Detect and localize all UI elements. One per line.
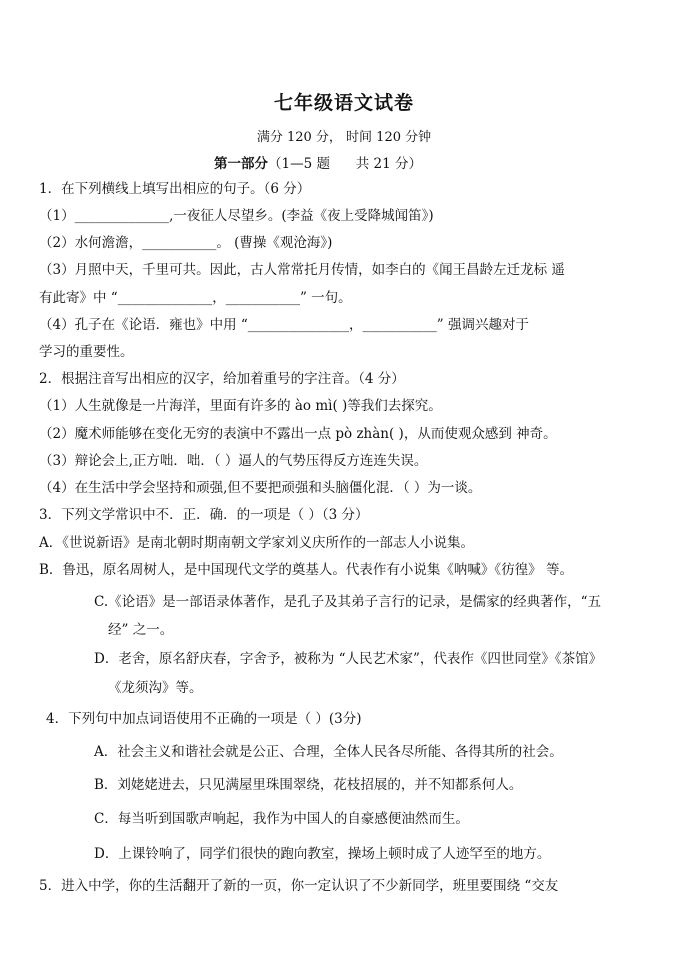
question-2-item-2: （2）魔术师能够在变化无穷的表演中不露出一点 pò zhàn( )，从而使观众感到 神奇。 [39,426,557,442]
question-2-item-3: （3）辩论会上,正方咄．咄．（ ）逼人的气势压得反方连连失误。 [39,453,428,469]
question-1-item-3: （3）月照中天，千里可共。因此，古人常常托月传情，如李白的《闻王昌龄左迁龙标 遥 [39,262,565,278]
question-4-option-a: A．社会主义和谐社会就是公正、合理，全体人民各尽所能、各得其所的社会。 [94,744,563,760]
question-3-option-c-cont: 经” 之一。 [108,622,174,638]
part-range: （1—5 题 共 21 分） [268,156,422,172]
question-3-option-a: A．《世说新语》是南北朝时期南朝文学家刘义庆所作的一部志人小说集。 [39,535,474,551]
exam-subtitle: 满分 120 分， 时间 120 分钟 [256,130,432,145]
question-5-stem: 5．进入中学，你的生活翻开了新的一页，你一定认识了不少新同学，班里要围绕 “交友 [39,878,559,894]
question-1-item-2: （2）水何澹澹，___________。 (曹操《观沧海》) [39,235,333,251]
exam-title: 七年级语文试卷 [273,92,414,114]
part-heading [214,152,422,172]
question-1-item-4-cont: 学习的重要性。 [39,344,134,360]
question-4-option-d: D．上课铃响了，同学们很快的跑向教室，操场上顿时成了人迹罕至的地方。 [94,846,551,862]
question-3-option-b: B．鲁迅，原名周树人，是中国现代文学的奠基人。代表作有小说集《呐喊》《彷徨》 等。 [39,562,573,578]
question-3-stem: 3．下列文学常识中不．正．确．的一项是（ ）（3 分） [39,507,369,523]
question-2-item-1: （1）人生就像是一片海洋，里面有许多的 ào mì( )等我们去探究。 [39,398,442,414]
question-2-item-4: （4）在生活中学会坚持和顽强,但不要把顽强和头脑僵化混．（ ）为一谈。 [39,480,482,496]
question-3-option-d-cont: 《龙须沟》等。 [108,680,203,696]
question-4-stem: 4．下列句中加点词语使用不正确的一项是（ ）(3分) [46,711,362,727]
question-3-option-c: C.《论语》是一部语录体著作，是孔子及其弟子言行的记录，是儒家的经典著作，“五 [94,594,602,610]
part-label: 第一部分 [214,156,268,172]
question-2-stem: 2．根据注音写出相应的汉字，给加着重号的字注音。（4 分） [39,371,405,387]
question-1-stem: 1．在下列横线上填写出相应的句子。（6 分） [39,181,311,197]
question-1-item-4: （4）孔子在《论语．雍也》中用 “_______________，___________” 强调兴趣对于 [39,317,529,333]
question-3-option-d: D．老舍，原名舒庆春，字舍予，被称为 “人民艺术家”，代表作《四世同堂》《茶馆》 [94,651,603,667]
question-4-option-b: B．刘姥姥进去，只见满屋里珠围翠绕，花枝招展的，并不知都系何人。 [94,777,523,793]
question-4-option-c: C．每当听到国歌声响起，我作为中国人的自豪感便油然而生。 [94,811,469,827]
question-1-item-3-cont: 有此寄》中 “______________，___________” 一句。 [39,290,352,306]
question-1-item-1: （1）______________,一夜征人尽望乡。(李益《夜上受降城闻笛》) [39,208,434,224]
